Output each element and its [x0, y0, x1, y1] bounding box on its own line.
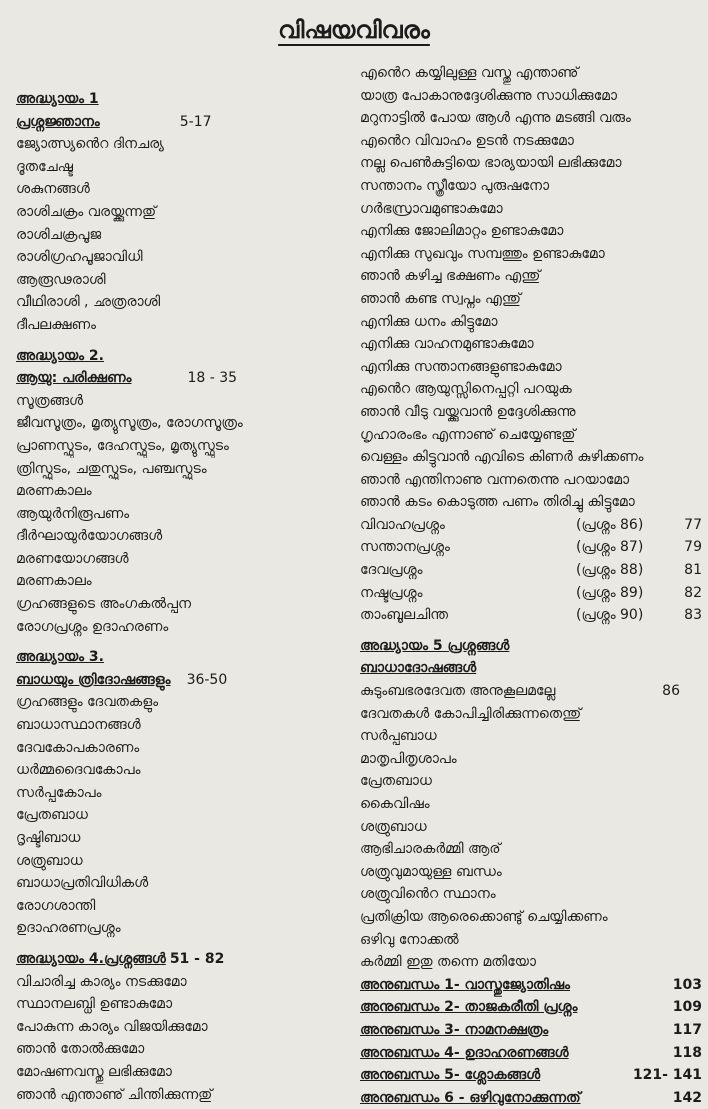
appendix-page: 121- 141 — [632, 1067, 702, 1084]
list-item: ഒഴിവു നോക്കൽ — [360, 931, 459, 948]
list-item: നല്ല പെൺകുട്ടിയെ ഭാര്യയായി ലഭിക്കുമോ — [360, 155, 622, 172]
chapter-3-title: ബാധയും ത്രിദോഷങ്ങളും — [16, 671, 171, 688]
prashna-row — [360, 604, 702, 627]
list-item: ത്രിസ്ഫുടം, ചതുസ്ഫുടം, പഞ്ചസ്ഫുടം — [16, 460, 207, 477]
prashna-name: നഷ്ടപ്രശ്നം — [360, 584, 423, 601]
appendix-row — [360, 1064, 702, 1087]
chapter-1-title: പ്രശ്നജ്ഞാനം — [16, 113, 100, 130]
right-column — [360, 62, 702, 1109]
prashna-page: 83 — [684, 607, 702, 624]
list-item: പോകുന്ന കാര്യം വിജയിക്കുമോ — [16, 1018, 208, 1035]
prashna-ref: (പ്രശ്നം 89) — [576, 584, 644, 601]
list-item: രാശിഗ്രഹപൂജാവിധി — [16, 249, 143, 266]
list-item: ദേവതകൾ കോപിച്ചിരിക്കുന്നതെന്തു് — [360, 705, 582, 722]
appendix-row — [360, 1087, 702, 1109]
list-item: പ്രതിക്രിയ ആരെക്കൊണ്ടു് ചെയ്യിക്കണം — [360, 908, 608, 925]
list-item: ബാധാപ്രതിവിധികൾ — [16, 875, 149, 892]
list-item: ദൃഷ്ടിബാധ — [16, 830, 81, 846]
chapter-2-title: ആയു: പരിക്ഷണം — [16, 370, 132, 387]
list-item: എനിക്കു സന്താനങ്ങളുണ്ടാകുമോ — [360, 358, 562, 375]
list-item: ദീപലക്ഷണം — [16, 316, 96, 333]
list-item: ഞാൻ തോൽക്കുമോ — [16, 1041, 145, 1058]
appendix-row — [360, 1019, 702, 1042]
list-item: ഞാൻ കണ്ട സ്വപ്നം എന്തു് — [360, 290, 521, 307]
left-column — [16, 88, 336, 1106]
appendix-row — [360, 996, 702, 1019]
chapter-3-label: അദ്ധ്യായം 3. — [16, 649, 104, 666]
list-item: ദൂതചേഷ്ട — [16, 158, 73, 175]
list-item: ഞാൻ കടം കൊടുത്ത പണം തിരിച്ചു കിട്ടുമോ — [360, 494, 635, 511]
prashna-row — [360, 582, 702, 605]
list-item: ഗർഭസ്രാവമുണ്ടാകുമോ — [360, 200, 503, 217]
list-item: എൻെറ ആയുസ്സിനെപ്പറ്റി പറയുക — [360, 381, 572, 398]
list-item: വെള്ളം കിട്ടുവാൻ എവിടെ കിണർ കുഴിക്കണം — [360, 449, 644, 466]
list-item: ഞാൻ എന്തിനാണു വന്നതെന്നു പറയാമോ — [360, 471, 630, 488]
list-item: പ്രേതബാധ — [360, 773, 432, 790]
appendix-page: 118 — [672, 1044, 702, 1061]
list-item: സർപ്പകോപം — [16, 784, 102, 801]
prashna-row — [360, 559, 702, 582]
list-item: ശത്രുബാധ — [16, 852, 83, 869]
list-item: എൻെറ കയ്യിലുള്ള വസ്തു എന്താണു് — [360, 65, 579, 81]
list-item: മാതൃപിതൃശാപം — [360, 750, 457, 767]
chapter-2-list — [16, 390, 336, 639]
list-item: കൈവിഷം — [360, 796, 430, 812]
list-item: മോഷണവസ്തു ലഭിക്കുമോ — [16, 1063, 172, 1080]
chapter-4-heading — [16, 948, 336, 971]
list-item: സൂത്രങ്ങൾ — [16, 392, 84, 409]
list-item: ഞാൻ എന്താണു് ചിന്തിക്കുന്നതു് — [16, 1086, 213, 1103]
page-title: വിഷയവിവരം — [278, 16, 430, 44]
chapter-1-heading — [16, 111, 336, 134]
chapter-2-heading — [16, 367, 336, 390]
list-item: ഞാൻ കഴിച്ച ഭക്ഷണം എന്തു് — [360, 268, 541, 285]
appendix-label: അനുബന്ധം 5- ശ്ലോകങ്ങൾ — [360, 1067, 541, 1084]
chapter-5-pages: 86 — [662, 683, 680, 700]
appendix-label: അനുബന്ധം 6 - ഒഴിവുനോക്കുന്നത് — [360, 1089, 581, 1106]
appendix-label: അനുബന്ധം 3- നാമനക്ഷത്രം — [360, 1021, 549, 1038]
list-item: കർമ്മി ഇതു തന്നെ മതിയോ — [360, 954, 536, 971]
list-item: മരണകാലം — [16, 483, 92, 500]
prashna-page: 79 — [684, 539, 702, 556]
appendix-label: അനുബന്ധം 4- ഉദാഹരണങ്ങൾ — [360, 1044, 569, 1061]
list-item: എൻെറ വിവാഹം ഉടൻ നടക്കുമോ — [360, 132, 574, 149]
prashna-row — [360, 536, 702, 559]
chapter-5-label: അദ്ധ്യായം 5 പ്രശ്നങ്ങൾ — [360, 637, 510, 654]
list-item: ശത്രുബാധ — [360, 818, 427, 835]
chapter-4-label: അദ്ധ്യായം 4.പ്രശ്നങ്ങൾ — [16, 950, 166, 967]
list-item: സർപ്പബാധ — [360, 728, 437, 745]
chapter-4-continued-list — [360, 62, 702, 514]
prashna-page: 77 — [684, 516, 702, 533]
list-item: ശകുനങ്ങൾ — [16, 181, 90, 198]
list-item: യാത്ര പോകാനുദ്ദേശിക്കുന്നു സാധിക്കുമോ — [360, 87, 617, 104]
list-item: കുടുംബഭരദേവത അനുകൂലമല്ലേ — [360, 683, 556, 700]
list-item: സന്താനം സ്ത്രീയോ പുരുഷനോ — [360, 177, 550, 194]
list-item: ആയുർനിരൂപണം — [16, 505, 130, 522]
chapter-5-title: ബാധാദോഷങ്ങൾ — [360, 660, 477, 677]
prashna-page: 81 — [684, 562, 702, 579]
list-item: പ്രേതബാധ — [16, 807, 88, 824]
appendix-row — [360, 974, 702, 997]
prashna-name: വിവാഹപ്രശ്നം — [360, 516, 445, 533]
list-item: ഉദാഹരണപ്രശ്നം — [16, 920, 121, 937]
list-item: രോഗശാന്തി — [16, 897, 96, 914]
prashna-name: താംബൂലചിന്ത — [360, 607, 448, 624]
prashna-page: 82 — [684, 584, 702, 601]
appendix-label: അനുബന്ധം 2- താജകരീതി പ്രശ്നം — [360, 999, 578, 1016]
list-item: രോഗപ്രശ്നം ഉദാഹരണം — [16, 618, 169, 635]
list-item: ഗൃഹാരംഭം എന്നാണു് ചെയ്യേണ്ടതു് — [360, 426, 576, 443]
appendix-label: അനുബന്ധം 1- വാസ്തുജ്യോതിഷം — [360, 976, 571, 993]
list-item: എനിക്കു വാഹനമുണ്ടാകുമോ — [360, 336, 534, 353]
list-item: വിചാരിച്ച കാര്യം നടക്കുമോ — [16, 973, 187, 990]
list-item: ആഭിചാരകർമ്മി ആര് — [360, 841, 501, 858]
chapter-1-list — [16, 133, 336, 336]
appendix-page: 103 — [672, 976, 702, 993]
list-item: എനിക്കു ജോലിമാറ്റം ഉണ്ടാകുമോ — [360, 223, 564, 240]
chapter-4-pages: 51 - 82 — [169, 950, 225, 967]
chapter-5-first-row — [360, 680, 702, 703]
list-item: ഗ്രഹങ്ങളുടെ അംഗകൽപ്പന — [16, 596, 191, 613]
prashna-ref: (പ്രശ്നം 90) — [576, 607, 644, 624]
chapter-1-pages: 5-17 — [179, 113, 212, 130]
list-item: ആരൂഢരാശി — [16, 271, 106, 288]
prashna-name: ദേവപ്രശ്നം — [360, 562, 423, 579]
list-item: ജ്യോത്സ്യൻെറ ദിനചര്യ — [16, 136, 164, 153]
list-item: രാശിചക്രം വരയ്ക്കുന്നതു് — [16, 203, 157, 220]
list-item: പ്രാണസ്ഫുടം, ദേഹസ്ഫുടം, മൃത്യുസ്ഫുടം — [16, 437, 229, 454]
list-item: എനിക്കു ധനം കിട്ടുമോ — [360, 313, 498, 330]
list-item: മറുനാട്ടിൽ പോയ ആൾ എന്നു മടങ്ങി വരും — [360, 110, 631, 127]
list-item: വീഥിരാശി , ഛത്രരാശി — [16, 294, 161, 311]
list-item: ദീർഘായുർയോഗങ്ങൾ — [16, 528, 163, 545]
chapter-1-label: അദ്ധ്യായം 1 — [16, 91, 99, 107]
appendix-page: 117 — [672, 1021, 702, 1038]
list-item: ശത്രുവുമായുള്ള ബന്ധം — [360, 863, 502, 880]
list-item: ബാധാസ്ഥാനങ്ങൾ — [16, 717, 141, 734]
appendix-page: 142 — [672, 1089, 702, 1106]
appendix-page: 109 — [672, 999, 702, 1016]
prashna-row — [360, 514, 702, 537]
prashna-ref: (പ്രശ്നം 88) — [576, 562, 644, 579]
chapter-2-label: അദ്ധ്യായം 2. — [16, 347, 104, 364]
appendix-row — [360, 1042, 702, 1065]
chapter-3-list — [16, 691, 336, 940]
appendix-list — [360, 974, 702, 1109]
chapter-3-pages: 36-50 — [186, 671, 228, 688]
prashna-examples — [360, 514, 702, 627]
prashna-ref: (പ്രശ്നം 87) — [576, 539, 644, 556]
chapter-2-pages: 18 - 35 — [187, 370, 238, 387]
chapter-4-list — [16, 971, 336, 1107]
chapter-3-heading — [16, 669, 336, 692]
list-item: രാശിചക്രപൂജ — [16, 226, 102, 243]
list-item: മരണയോഗങ്ങൾ — [16, 550, 129, 567]
prashna-name: സന്താനപ്രശ്നം — [360, 539, 450, 556]
chapter-5-list — [360, 703, 702, 974]
prashna-ref: (പ്രശ്നം 86) — [576, 516, 644, 533]
list-item: ജീവസൂത്രം, മൃത്യുസൂത്രം, രോഗസൂത്രം — [16, 415, 243, 432]
list-item: എനിക്കു സുഖവും സമ്പത്തും ഉണ്ടാകുമോ — [360, 245, 605, 262]
list-item: ധർമ്മദൈവകോപം — [16, 762, 141, 779]
list-item: ഗ്രഹങ്ങളും ദേവതകളും — [16, 694, 159, 711]
list-item: ശത്രുവിൻെറ സ്ഥാനം — [360, 886, 496, 903]
list-item: ഞാൻ വീടു വയ്ക്കുവാൻ ഉദ്ദേശിക്കുന്നു — [360, 403, 576, 420]
list-item: ദേവകോപകാരണം — [16, 739, 140, 756]
list-item: സ്ഥാനലബ്ധി ഉണ്ടാകുമോ — [16, 996, 173, 1013]
list-item: മരണകാലം — [16, 573, 92, 590]
